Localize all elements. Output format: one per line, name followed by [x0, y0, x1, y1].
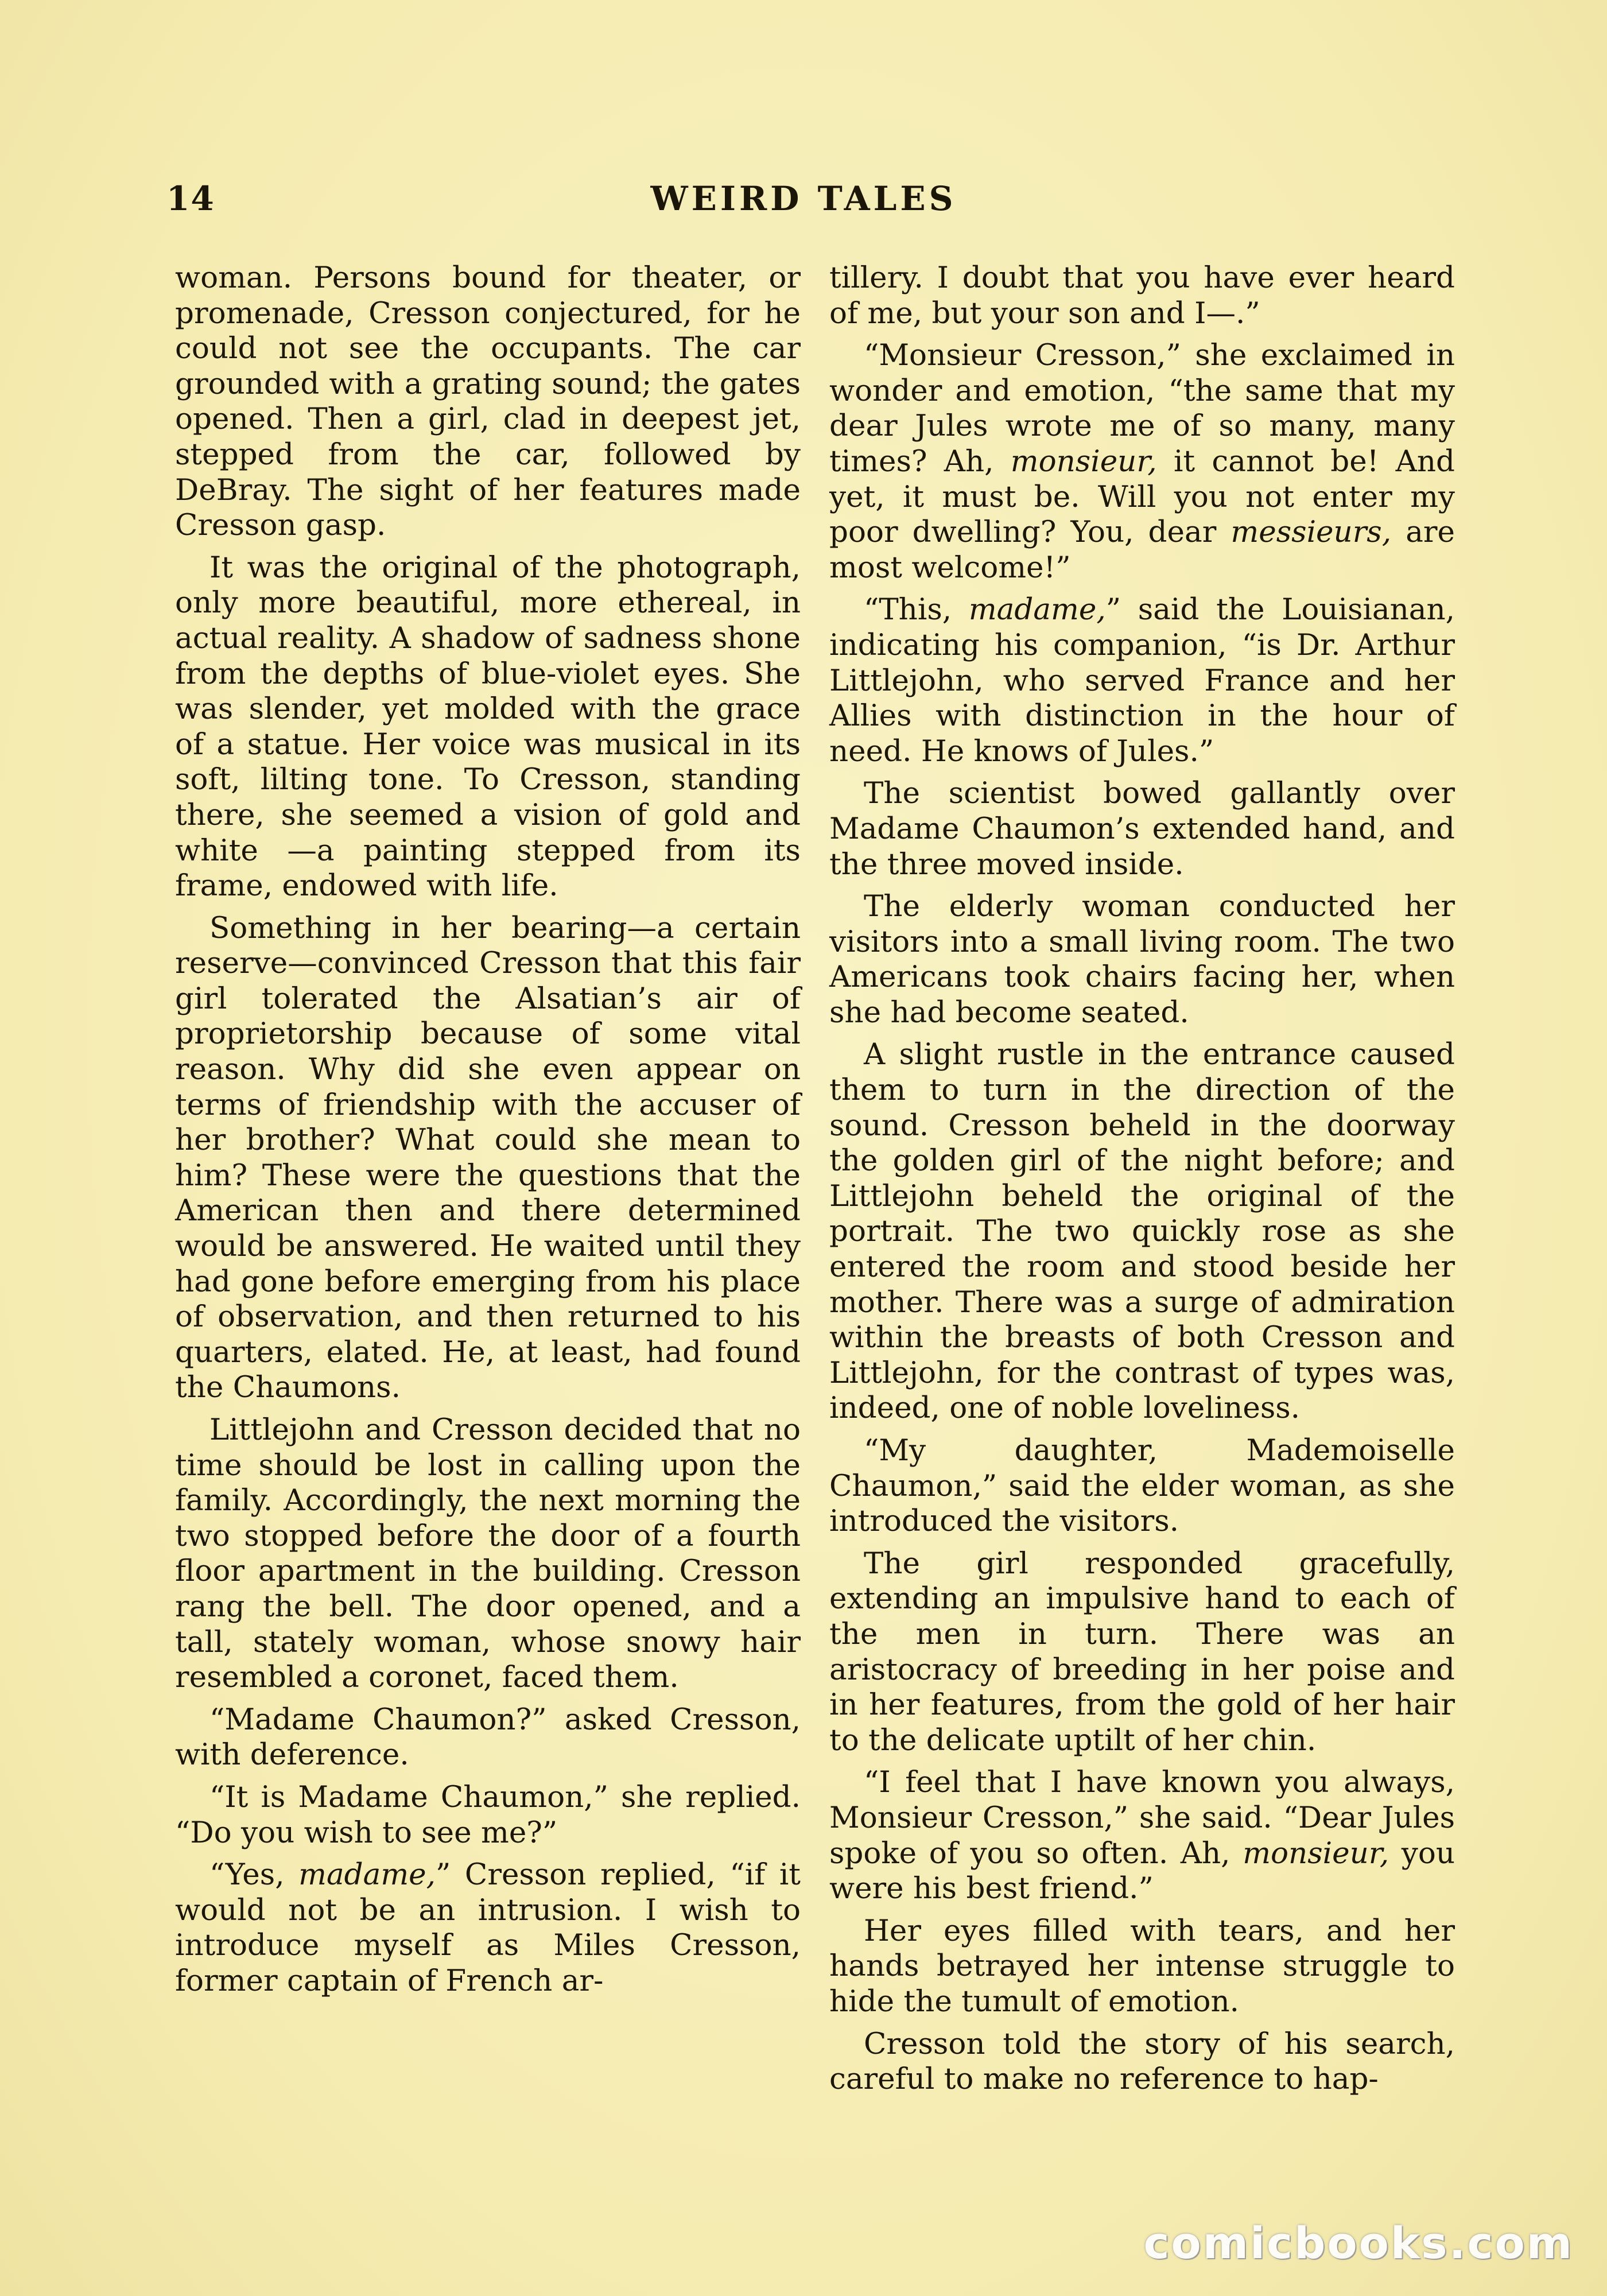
- text-run: ” Cresson replied, “if it would not be an intrusion. I wish to introduce myself as Miles Cresson, former captain of French ar-: [175, 1857, 801, 1998]
- paragraph: [829, 1546, 1455, 1759]
- text-run: are most welcome!”: [829, 515, 1455, 585]
- italic-text: messieurs,: [1231, 515, 1392, 550]
- site-watermark: comicbooks.com: [1143, 2217, 1574, 2268]
- text-run: tillery. I doubt that you have ever heard of me, but your son and I—.”: [829, 261, 1455, 331]
- text-run: Cresson told the story of his search, careful to make no reference to hap-: [829, 2026, 1455, 2097]
- left-text-column: [175, 261, 801, 2006]
- text-run: “Yes,: [209, 1857, 299, 1892]
- text-run: woman. Persons bound for theater, or promenade, Cresson conjectured, for he could not see the occupants. The car grounded with a grating sound; the gates opened. Then a girl, clad in deepest jet, stepped from the car, followed by DeBray. The sight of her features made Cresson gasp.: [175, 261, 801, 543]
- text-run: Her eyes filled with tears, and her hands betrayed her intense struggle to hide the tumult of emotion.: [829, 1913, 1455, 2019]
- text-run: “It is Madame Chaumon,” she replied. “Do you wish to see me?”: [175, 1779, 801, 1850]
- text-run: “My daughter, Mademoiselle Chaumon,” said the elder woman, as she introduced the visitors.: [829, 1433, 1455, 1539]
- text-run: “Madame Chaumon?” asked Cresson, with deference.: [175, 1702, 801, 1773]
- paragraph: [829, 1765, 1455, 1906]
- paragraph: [829, 776, 1455, 882]
- paragraph: [829, 1037, 1455, 1426]
- paragraph: [175, 911, 801, 1406]
- paragraph: [175, 1780, 801, 1851]
- paragraph: [829, 2027, 1455, 2097]
- text-run: you were his best friend.”: [829, 1836, 1455, 1906]
- text-run: Something in her bearing—a certain reserve—convinced Cresson that this fair girl tolerated the Alsatian’s air of proprietorship because of some vital reason. Why did she even appear on terms of friendship with the accuser of her brother? What could she mean to him? These were the questions that the American then and there determined would be answered. He waited until they had gone before emerging from his place of observation, and then returned to his quarters, elated. He, at least, had found the Chaumons.: [175, 910, 801, 1405]
- paragraph: [175, 261, 801, 544]
- text-run: The scientist bowed gallantly over Madame Chaumon’s extended hand, and the three moved inside.: [829, 776, 1455, 882]
- text-run: The elderly woman conducted her visitors into a small living room. The two Americans took chairs facing her, when she had become seated.: [829, 889, 1455, 1030]
- italic-text: madame,: [298, 1857, 436, 1892]
- text-run: it cannot be! And yet, it must be. Will you not enter my poor dwelling? You, dear: [829, 444, 1455, 550]
- text-run: It was the original of the photograph, only more beautiful, more ethereal, in actual reality. A shadow of sadness shone from the depths of blue-violet eyes. She was slender, yet molded with the grace of a statue. Her voice was musical in its soft, lilting tone. To Cresson, standing there, she seemed a vision of gold and white —a painting stepped from its frame, endowed with life.: [175, 550, 801, 903]
- page-number: 14: [166, 179, 215, 218]
- text-run: Littlejohn and Cresson decided that no time should be lost in calling upon the family. Accordingly, the next morning the two stopped before the door of a fourth floor apartment in the building. Cresson rang the bell. The door opened, and a tall, stately woman, whose snowy hair resembled a coronet, faced them.: [175, 1413, 801, 1695]
- paragraph: [175, 1702, 801, 1773]
- running-title: WEIRD TALES: [650, 179, 957, 218]
- paragraph: [829, 1914, 1455, 2020]
- text-run: A slight rustle in the entrance caused them to turn in the direction of the sound. Cresson beheld in the doorway the golden girl of the night before; and Littlejohn beheld the original of the portrait. The two quickly rose as she entered the room and stood beside her mother. There was a surge of admiration within the breasts of both Cresson and Littlejohn, for the contrast of types was, indeed, one of noble loveliness.: [829, 1037, 1455, 1426]
- right-text-column: [829, 261, 1455, 2104]
- italic-text: monsieur,: [1010, 444, 1157, 479]
- paragraph: [829, 261, 1455, 331]
- italic-text: monsieur,: [1243, 1836, 1389, 1871]
- text-run: “Monsieur Cresson,” she exclaimed in wonder and emotion, “the same that my dear Jules wrote me of so many, many times? Ah,: [829, 338, 1455, 479]
- paragraph: [829, 1433, 1455, 1539]
- text-run: “I feel that I have known you always, Monsieur Cresson,” she said. “Dear Jules spoke of you so often. Ah,: [829, 1765, 1455, 1871]
- text-run: The girl responded gracefully, extending an impulsive hand to each of the men in turn. There was an aristocracy of breeding in her poise and in her features, from the gold of her hair to the delicate uptilt of her chin.: [829, 1546, 1455, 1758]
- paragraph: [175, 1413, 801, 1696]
- paragraph: [175, 550, 801, 904]
- text-run: ” said the Louisianan, indicating his companion, “is Dr. Arthur Littlejohn, who served France and her Allies with distinction in the hour of need. He knows of Jules.”: [829, 592, 1455, 769]
- text-run: “This,: [864, 592, 969, 627]
- paragraph: [175, 1857, 801, 1999]
- paragraph: [829, 889, 1455, 1030]
- italic-text: madame,: [968, 592, 1106, 627]
- paragraph: [829, 338, 1455, 585]
- paragraph: [829, 592, 1455, 769]
